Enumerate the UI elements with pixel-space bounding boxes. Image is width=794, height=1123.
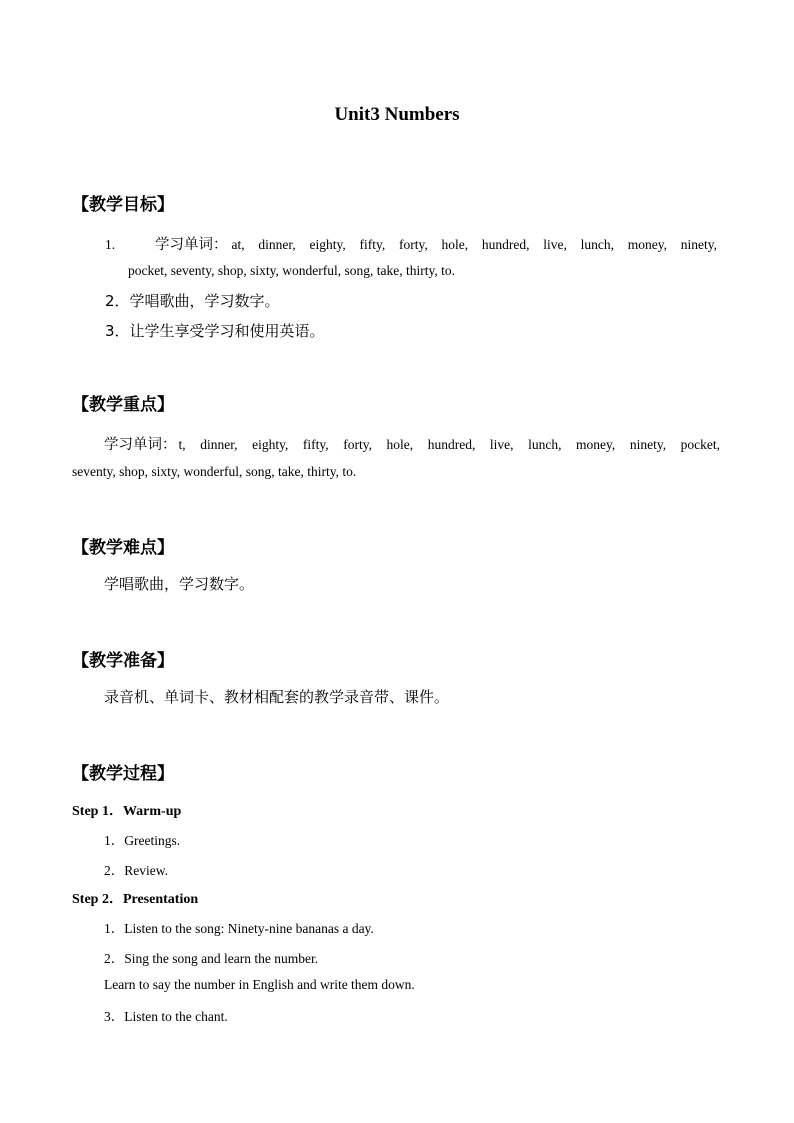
step-2-item: 3．Listen to the chant.: [104, 1009, 228, 1024]
step-1-title: Step 1．Warm-up: [72, 804, 182, 819]
preparation-heading: 【教学准备】: [72, 651, 174, 671]
objectives-item-1-words: at, dinner, eighty, fifty, forty, hole, hundred, live, lunch, money, ninety,: [231, 237, 717, 252]
difficulties-heading: 【教学难点】: [72, 538, 174, 558]
step-2-title: Step 2．Presentation: [72, 892, 199, 907]
key-points-label: 学习单词：: [104, 437, 177, 453]
process-heading: 【教学过程】: [72, 764, 174, 784]
key-points-words: t, dinner, eighty, fifty, forty, hole, hundred, live, lunch, money, ninety, pocket,: [178, 437, 720, 452]
key-points-heading: 【教学重点】: [72, 395, 174, 415]
objectives-item-1-words-cont: pocket, seventy, shop, sixty, wonderful, song, take, thirty, to.: [128, 263, 455, 278]
key-points-line-1: [104, 433, 720, 454]
key-points-line-2: seventy, shop, sixty, wonderful, song, take, thirty, to.: [72, 464, 357, 479]
step-1-item: 1．Greetings.: [104, 833, 181, 848]
step-2-item: 1．Listen to the song: Ninety-nine bananas a day.: [104, 921, 374, 936]
step-1-item: 2．Review.: [104, 863, 168, 878]
preparation-text: 录音机、单词卡、教材相配套的教学录音带、课件。: [104, 688, 450, 706]
objectives-heading: 【教学目标】: [72, 195, 174, 215]
step-2-item: 2．Sing the song and learn the number.: [104, 951, 319, 966]
objectives-item-1: [105, 233, 717, 254]
objectives-item-2: 2．学唱歌曲，学习数字。: [105, 292, 280, 310]
objectives-item-1-label: 学习单词：: [155, 237, 228, 253]
objectives-item-1-number: 1.: [105, 237, 116, 252]
objectives-item-3: 3．让学生享受学习和使用英语。: [105, 322, 325, 340]
step-2-item-note: Learn to say the number in English and write them down.: [104, 977, 415, 992]
difficulties-text: 学唱歌曲，学习数字。: [104, 575, 255, 593]
document-title: Unit3 Numbers: [334, 104, 460, 125]
